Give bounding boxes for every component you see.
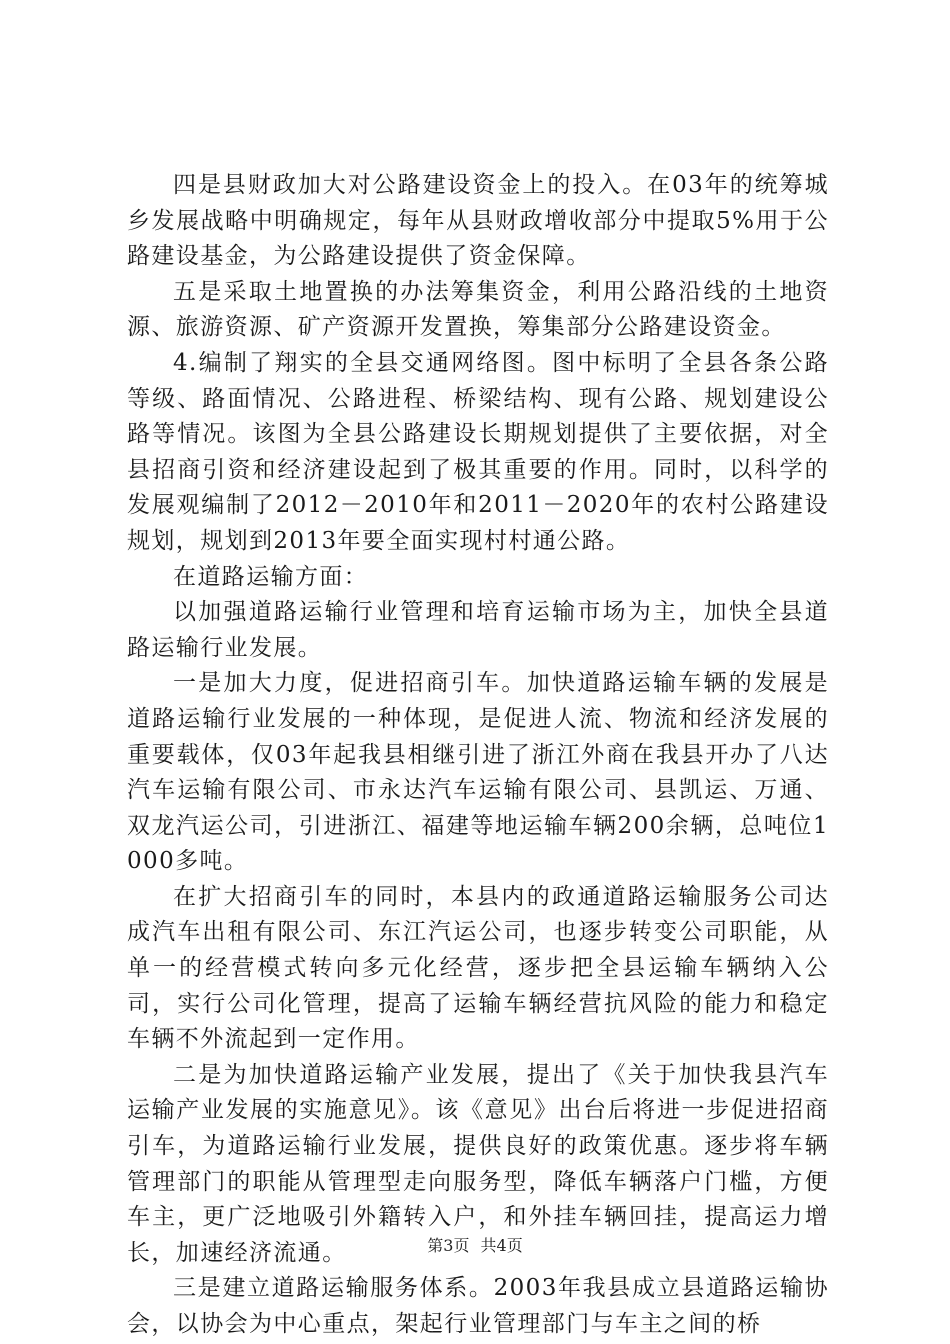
- paragraph: 四是县财政加大对公路建设资金上的投入。在03年的统筹城乡发展战略中明确规定，每年从县财政增收部分中提取5%用于公路建设基金，为公路建设提供了资金保障。: [127, 172, 829, 270]
- paragraph: 以加强道路运输行业管理和培育运输市场为主，加快全县道路运输行业发展。: [127, 599, 829, 661]
- page-number: 第3页: [427, 1236, 470, 1255]
- paragraph: 在道路运输方面：: [173, 563, 369, 590]
- paragraph: 二是为加快道路运输产业发展，提出了《关于加快我县汽车运输产业发展的实施意见》。该《意见》出台后将进一步促进招商引车，为道路运输行业发展，提供良好的政策优惠。逐步将车辆管理部门的职能从管理型走向服务型，降低车辆落户门槛，方便车主，更广泛地吸引外籍转入户，和外挂车辆回挂，提高运力增长，加速经济流通。: [127, 1061, 829, 1266]
- document-body: [127, 168, 829, 1343]
- paragraph: 五是采取土地置换的办法筹集资金，利用公路沿线的土地资源、旅游资源、矿产资源开发置换，筹集部分公路建设资金。: [127, 278, 829, 341]
- paragraph: 一是加大力度，促进招商引车。加快道路运输车辆的发展是道路运输行业发展的一种体现，是促进人流、物流和经济发展的重要载体，仅03年起我县相继引进了浙江外商在我县开办了八达汽车运输有限公司、市永达汽车运输有限公司、县凯运、万通、双龙汽运公司，引进浙江、福建等地运输车辆200余辆，总吨位1000多吨。: [127, 670, 829, 875]
- page-total: 共4页: [480, 1236, 523, 1255]
- paragraph: 4.编制了翔实的全县交通网络图。图中标明了全县各条公路等级、路面情况、公路进程、桥梁结构、现有公路、规划建设公路等情况。该图为全县公路建设长期规划提供了主要依据，对全县招商引资和经济建设起到了极其重要的作用。同时，以科学的发展观编制了2012－2010年和2011－2020年的农村公路建设规划，规划到2013年要全面实现村村通公路。: [127, 349, 829, 554]
- paragraph: 三是建立道路运输服务体系。2003年我县成立县道路运输协会，以协会为中心重点，架起行业管理部门与车主之间的桥: [127, 1275, 829, 1337]
- paragraph: 在扩大招商引车的同时，本县内的政通道路运输服务公司达成汽车出租有限公司、东江汽运公司，也逐步转变公司职能，从单一的经营模式转向多元化经营，逐步把全县运输车辆纳入公司，实行公司化管理，提高了运输车辆经营抗风险的能力和稳定车辆不外流起到一定作用。: [127, 883, 829, 1053]
- page-footer: [0, 1233, 950, 1256]
